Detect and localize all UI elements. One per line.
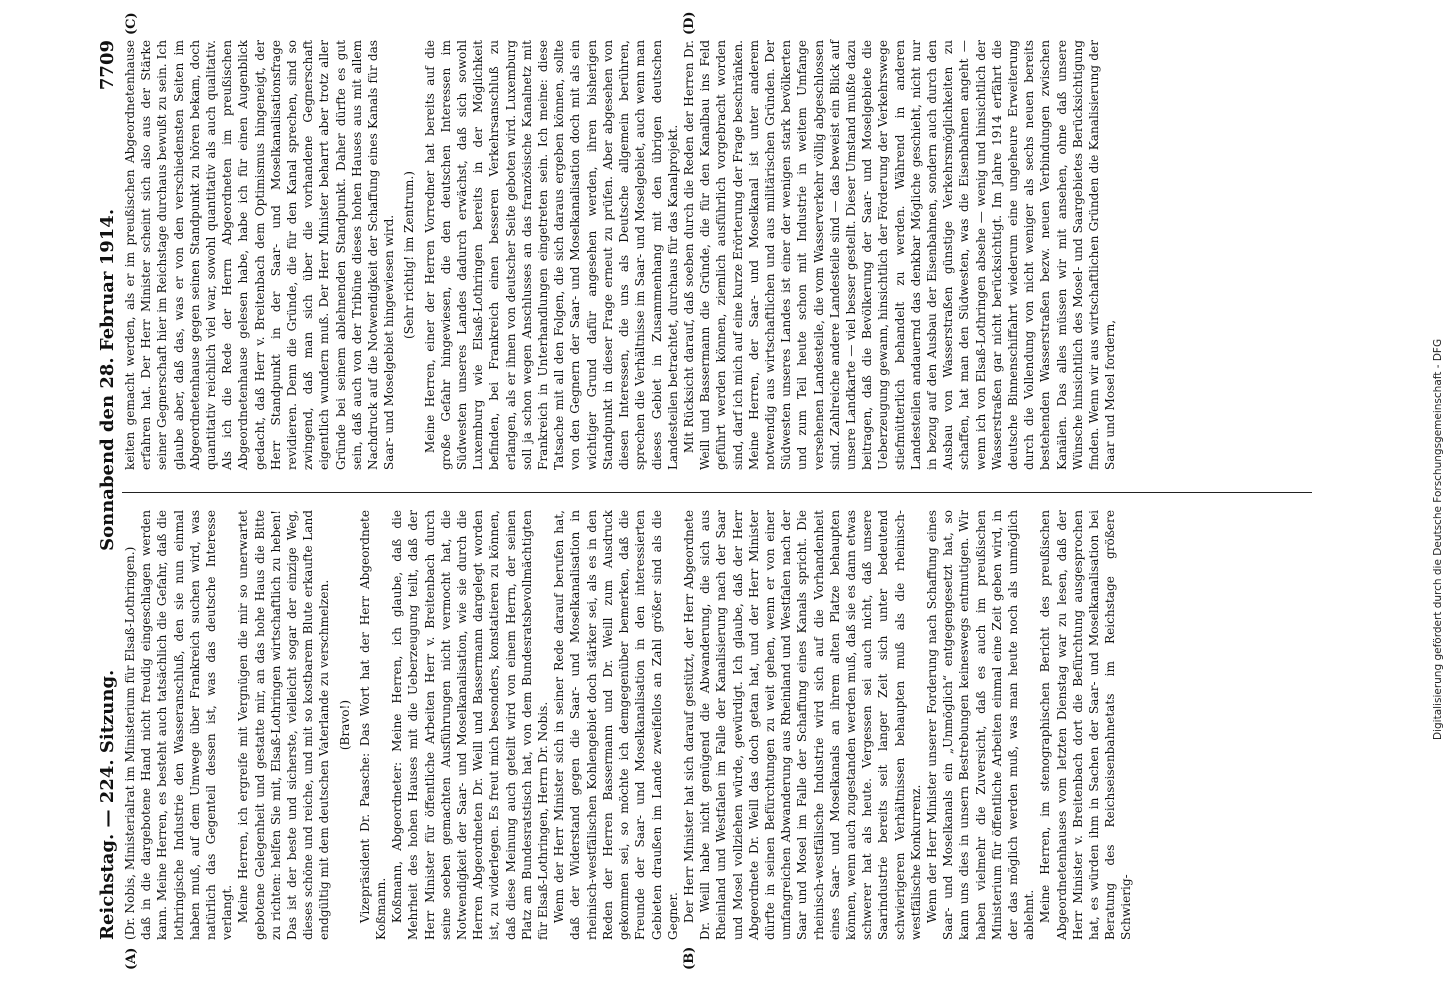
paragraph: (Dr. Nobis, Ministerialrat im Ministerium für Elsaß-Lothringen.) (123, 546, 137, 940)
paragraph: Meine Herren, einer der Herren Vorredner hat bereits auf die große Gefahr hingewiesen, die den deutschen Interessen im Südwesten unseres Landes dadurch erwächst, daß sich sowohl Luxemburg wie Elsaß-Lothringen bereits in der Möglichkeit befinden, bei Frankreich einen besseren Verkehrsanschluß zu erlangen, als er ihnen von deutscher Seite geboten wird. Luxemburg soll ja schon wegen Anschlusses an das französische Kanalnetz mit Frankreich in Unterhandlungen eingetreten sein. Ich meine: diese Tatsache mit all den Folgen, die sich daraus ergeben können, sollte von den Gegnern der Saar- und Moselkanalisation doch mit als ein wichtiger Grund dafür angesehen werden, ihren bisherigen Standpunkt in dieser Frage erneut zu prüfen. Aber abgesehen von diesen Interessen, die uns als Deutsche allgemein berühren, sprechen die Verhältnisse im Saar- und Moselgebiet, auch wenn man dieses Gebiet in Zusammenhang mit den übrigen deutschen Landesteilen betrachtet, durchaus für das Kanalprojekt. (422, 40, 680, 470)
paragraph: Koßmann, Abgeordneter: Meine Herren, ich glaube, daß die Mehrheit des hohen Hauses mit die Ueberzeugung teilt, daß der Herr Minister für öffentliche Arbeiten Herr v. Breitenbach durch seine soeben gemachten Ausführungen nicht vermocht hat, die Notwendigkeit der Saar- und Moselkanalisation, wie sie durch die Herren Abgeordneten Dr. Weill und Bassermann dargelegt worden ist, zu widerlegen. Es freut mich besonders, konstatieren zu können, daß diese Meinung auch geteilt wird von einem Herrn, der seinen Platz am Bundesratstisch hat, von dem Bundesratsbevollmächtigten für Elsaß-Lothringen, Herrn Dr. Nobis. (390, 510, 551, 940)
paragraph: daß in die dargebotene Hand nicht freudig eingeschlagen werden kann. Meine Herren, es besteht auch tatsächlich die Gefahr, daß die lothringische Industrie den Wasseranschluß, den sie nun einmal haben muß, auf dem Umwege über Frankreich suchen wird, was natürlich das Gegenteil dessen ist, was das deutsche Interesse verlangt. (139, 510, 235, 940)
column-right (122, 40, 1312, 470)
paragraph: Vizepräsident Dr. Paasche: Das Wort hat der Herr Abgeordnete Koßmann. (357, 510, 389, 940)
paragraph: Wenn der Herr Minister sich in seiner Rede darauf berufen hat, daß der Widerstand gegen die Saar- und Moselkanalisation in rheinisch-westfälischen Kohlengebiet doch stärker sei, als es in den Reden der Herren Bassermann und Dr. Weill zum Ausdruck gekommen sei, so möchte ich demgegenüber bemerken, daß die Freunde der Saar- und Moselkanalisation in den interessierten Gebieten draußen im Lande zweifellos an Zahl größer sind als die Gegner. (552, 510, 680, 940)
paragraph: (Bravo!) (337, 699, 352, 751)
paragraph: Mit Rücksicht darauf, daß soeben durch die Reden der Herren Dr. Weill und Bassermann die Gründe, die für den Kanalbau ins Feld geführt werden können, ziemlich ausführlich vorgebracht worden sind, darf ich mich auf eine kurze Erörterung der Frage beschränken. Meine Herren, der Saar- und Moselkanal ist unter anderem notwendig aus wirtschaftlichen und aus militärischen Gründen. Der Südwesten unseres Landes ist einer der wenigen stark bevölkerten und zum Teil heute schon mit Industrie in weitem Umfange versehenen Landesteile, die vom Wasserverkehr völlig abgeschlossen sind. Zahlreiche andere Landesteile sind — das beweist ein Blick auf unsere Landkarte — viel besser gestellt. Dieser Umstand mußte dazu beitragen, daß die Bevölkerung der Saar- und Moselgebiete die Ueberzeugung gewann, hinsichtlich der Förderung der Verkehrswege stiefmütterlich behandelt zu werden. Während in anderen Landesteilen andauernd das denkbar Mögliche geschieht, nicht nur in bezug auf den Ausbau der Eisenbahnen, sondern auch durch den Ausbau von Wasserstraßen günstige Verkehrsmöglichkeiten zu schaffen, hat man den Südwesten, was die Eisenbahnen angeht — wenn ich von Elsaß-Lothringen absehe — wenig und hinsichtlich der Wasserstraßen gar nicht berücksichtigt. Im Jahre 1914 erfährt die deutsche Binnenschiffahrt wiederum eine ungeheure Erweiterung durch die Vollendung von nicht weniger als sechs neuen bereits bestehenden Wasserstraßen bezw. neuen Verbindungen zwischen Kanälen. Das alles müssen wir mit ansehen, ohne daß unsere Wünsche hinsichtlich des Mosel- und Saargebietes Berücksichtigung finden. Wenn wir aus wirtschaftlichen Gründen die Kanalisierung der Saar und Mosel fordern, (681, 40, 1118, 470)
paragraph: Meine Herren, im stenographischen Bericht des preußischen Abgeordnetenhauses vom letzten Dienstag war zu lesen, daß der Herr Minister v. Breitenbach dort die Befürchtung ausgesprochen hat, es würden ihm in Sachen der Saar- und Moselkanalisation bei Beratung des Reichseisenbahnetats im Reichstage größere Schwierig- (1038, 510, 1134, 940)
paragraph: Der Herr Minister hat sich darauf gestützt, der Herr Abgeordnete Dr. Weill habe nicht genügend die Abwanderung, die sich aus Rheinland und Westfalen im Falle der Kanalisierung nach der Saar und Mosel vollziehen würde, gewürdigt. Ich glaube, daß der Herr Abgeordnete Dr. Weill das doch getan hat, und der Herr Minister dürfte in seinen Befürchtungen zu weit gehen, wenn er von einer umfangreichen Abwanderung aus Rheinland und Westfalen nach der Saar und Mosel im Falle der Schaffung eines Kanals spricht. Die rheinisch-westfälische Industrie wird sich auf die Vorhandenheit eines Saar- und Moselkanals an ihrem alten Platze behaupten können, wenn auch zugestanden werden muß, daß sie es dann etwas schwerer hat als heute. Vergessen sei auch nicht, daß unsere Saarindustrie bereits seit langer Zeit sich unter bedeutend schwierigeren Verhältnissen behaupten muß als die rheinisch-westfälische Konkurrenz. (681, 510, 923, 940)
header-date: Sonnabend den 28. Februar 1914. (97, 208, 118, 551)
column-divider (122, 492, 1312, 493)
column-left (122, 510, 1312, 940)
document-scan (82, 11, 1444, 970)
paragraph: Wenn der Herr Minister unserer Forderung nach Schaffung eines Saar- und Moselkanals ein „Unmöglich“ entgegengesetzt hat, so kann uns dies in unsern Bestrebungen keineswegs entmutigen. Wir haben vielmehr die Zuversicht, daß es auch im preußischen Ministerium für öffentliche Arbeiten einmal eine Zeit geben wird, in der das möglich werden muß, was man heute noch als unmöglich ablehnt. (924, 510, 1037, 940)
paragraph: keiten gemacht werden, als er im preußischen Abgeordnetenhause erfahren hat. Der Herr Minister scheint sich also aus der Stärke seiner Gegnerschaft hier im Reichstage durchaus bewußt zu sein. Ich glaube aber, daß das, was er von den verschiedensten Seiten im Abgeordnetenhause gegen seinen Standpunkt zu hören bekam, doch quantitativ reichlich viel war, sowohl quantitativ als auch qualitativ. Als ich die Rede der Herrn Abgeordneten im preußischen Abgeordnetenhause gelesen habe, habe ich für einen Augenblick gedacht, daß Herr v. Breitenbach dem Optimismus hingeneigt, der Herr Standpunkt in der Saar- und Moselkanalisationsfrage revidieren. Denn die Gründe, die für den Kanal sprechen, sind so zwingend, daß man sich über die vorhandene Gegnerschaft eigentlich wundern muß. Der Herr Minister beharrt aber trotz aller Gründe bei seinem ablehnenden Standpunkt. Daher dürfte es gut sein, daß auch von der Tribüne dieses hohen Hauses aus mit allem Nachdruck auf die Notwendigkeit der Schaffung eines Kanals für das Saar- und Moselgebiet hingewiesen wird. (123, 40, 397, 470)
margin-mark-a: (A) (124, 947, 139, 970)
paragraph: (Sehr richtig! im Zentrum.) (402, 171, 417, 339)
margin-mark-d: (D) (682, 11, 697, 35)
dfg-note: Digitalisierung gefördert durch die Deutsche Forschungsgemeinschaft - DFG (1432, 338, 1444, 740)
header-session: Reichstag. — 224. Sitzung. (97, 669, 118, 940)
margin-mark-c: (C) (124, 12, 139, 35)
page-header (82, 40, 118, 940)
paragraph: Meine Herren, ich ergreife mit Vergnügen die mir so unerwartet gebotene Gelegenheit und gestatte mir, an das hohe Haus die Bitte zu richten: helfen Sie mit, Elsaß-Lothringen wirtschaftlich zu heben! Das ist der beste und sicherste, vielleicht sogar der einzige Weg, dieses schöne und reiche, und mit so kostbarem Blute erkaufte Land endgültig mit dem deutschen Vaterlande zu verschmelzen. (236, 510, 332, 940)
margin-mark-b: (B) (682, 946, 697, 970)
page-number: 7709 (97, 40, 118, 91)
